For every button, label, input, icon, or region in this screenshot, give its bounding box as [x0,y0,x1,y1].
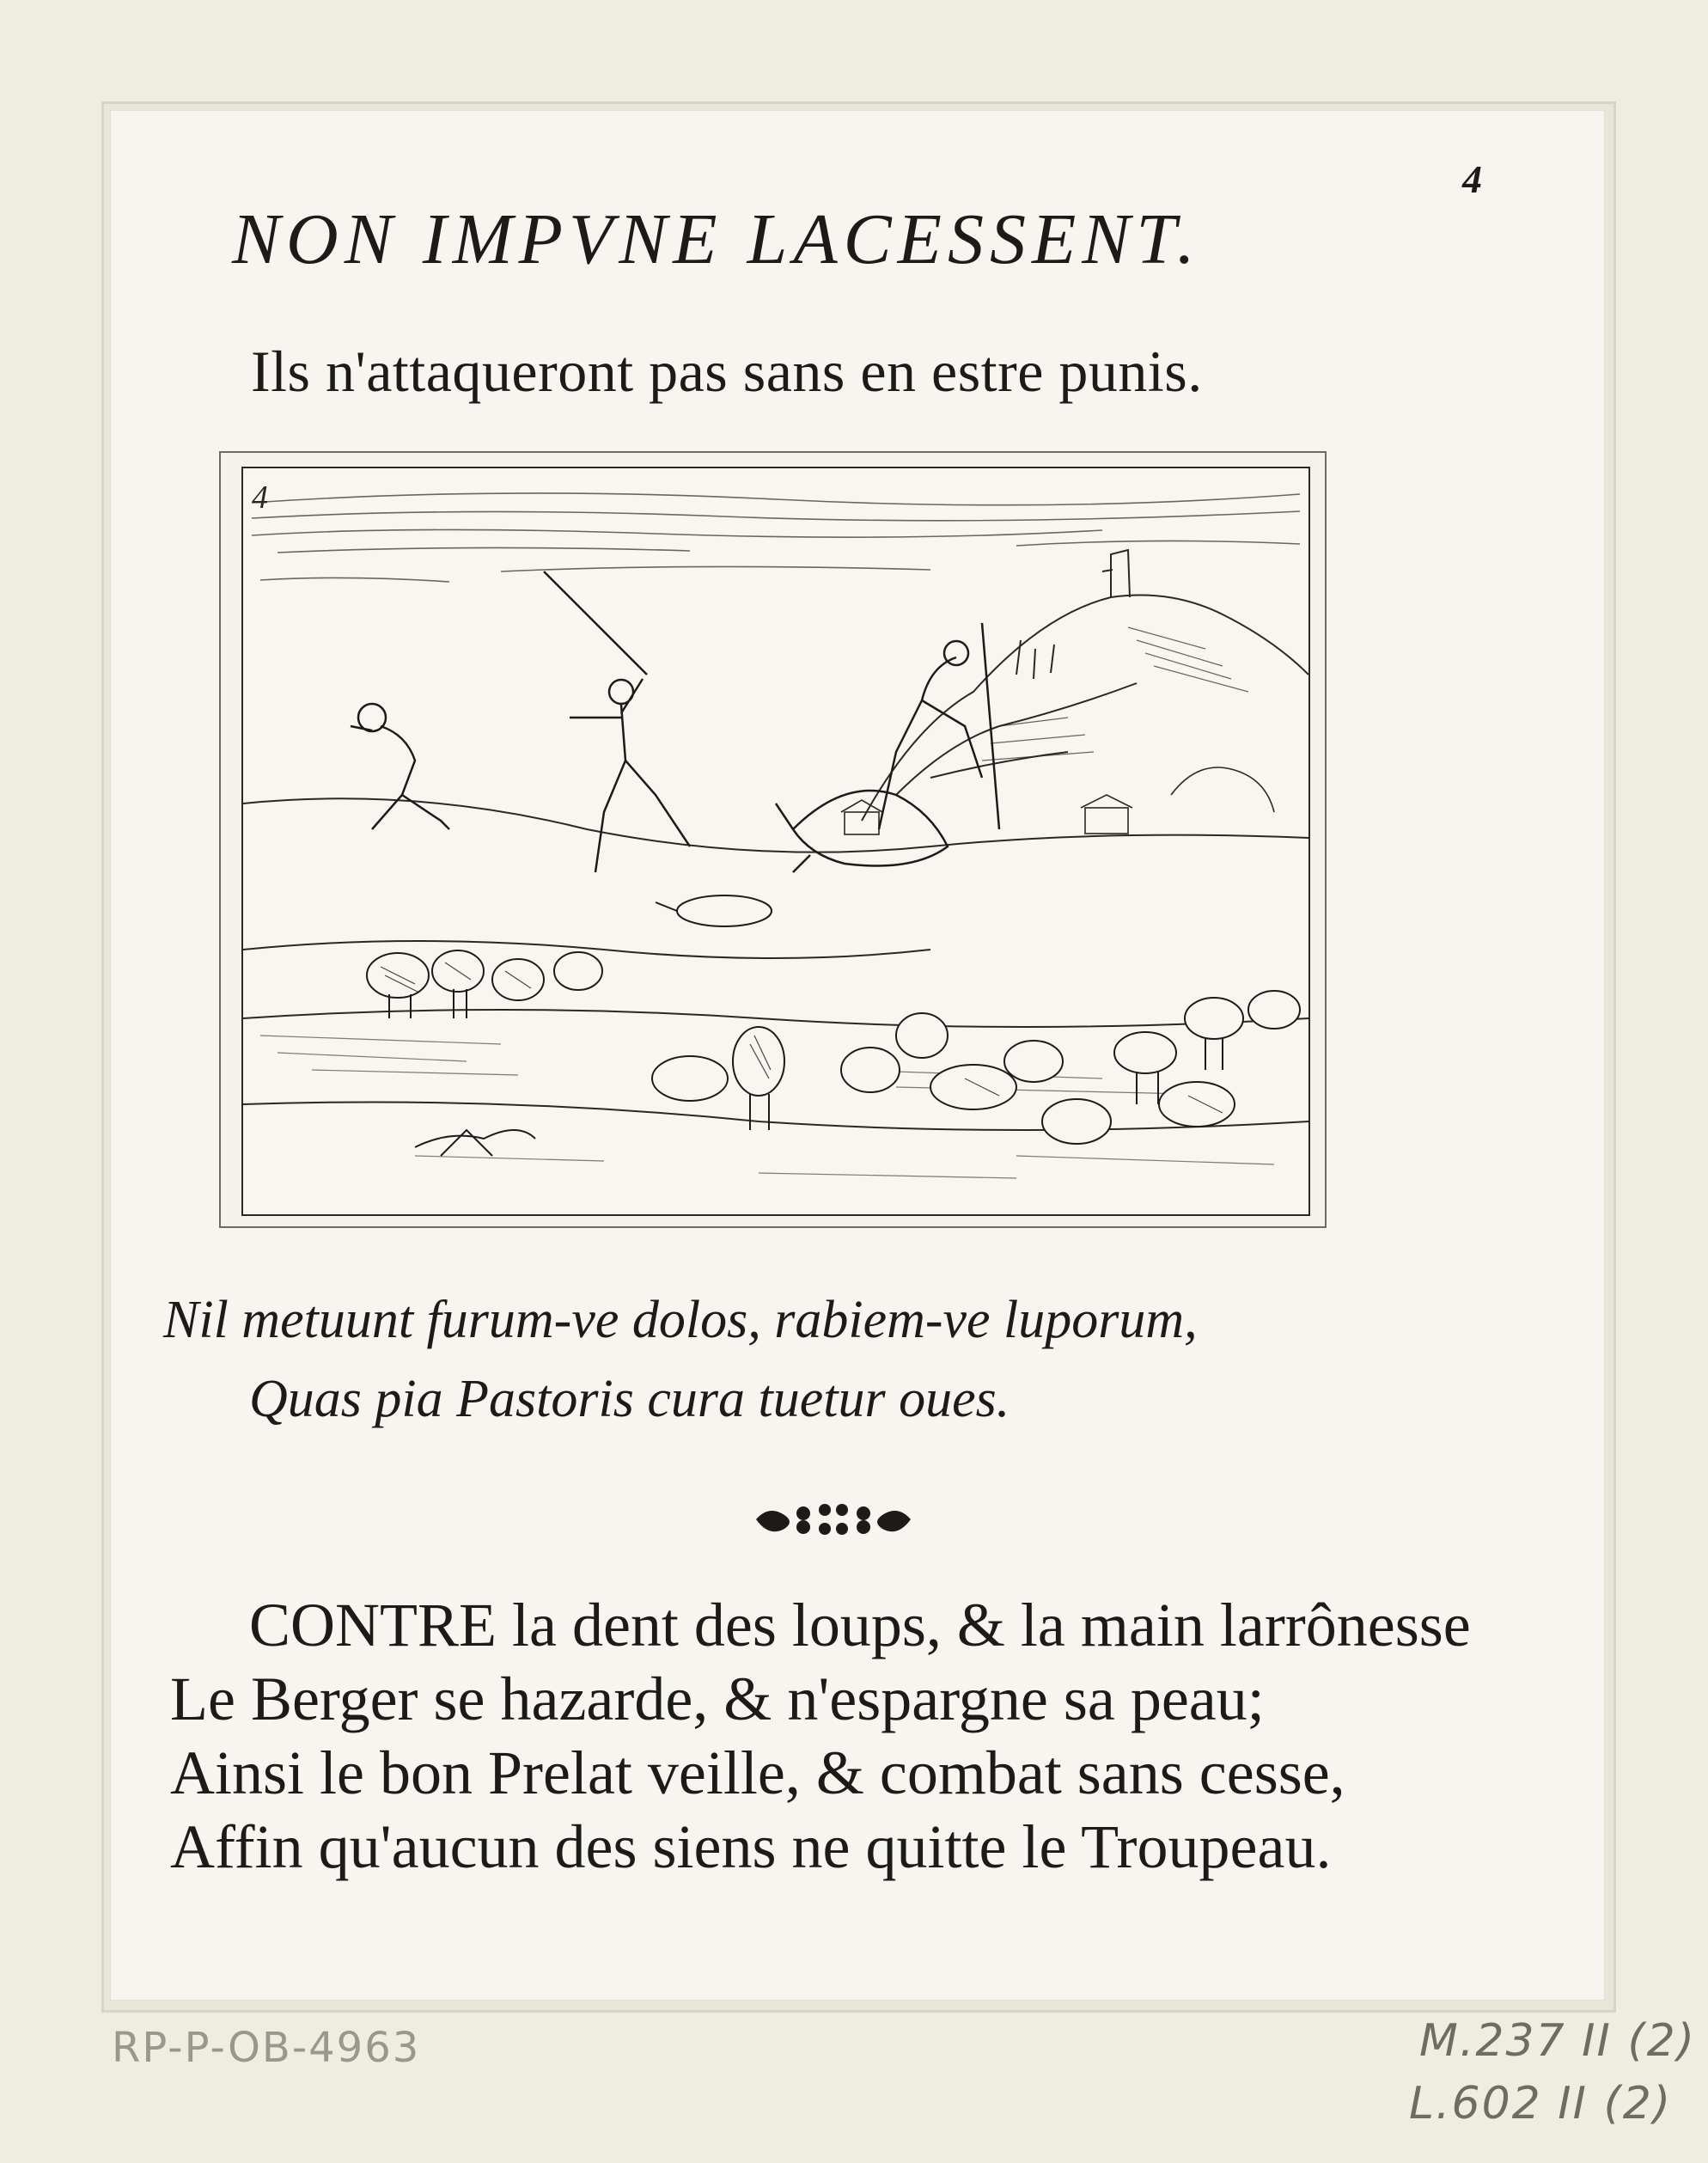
verse-line-2: Le Berger se hazarde, & n'espargne sa peau; [170,1665,1265,1733]
french-verse [170,1588,1528,1884]
fallen-sheep [656,895,772,926]
foreground-plant [415,1130,535,1156]
motto-translation: Ils n'attaqueront pas sans en estre punis. [251,339,1203,404]
engraving-scene [243,468,1308,1214]
page-number: 4 [1462,157,1482,201]
engraving-image [241,467,1310,1216]
motto-title: NON IMPVNE LACESSENT. [232,199,1201,279]
shepherd-fighting-wolf [776,623,999,872]
fleuron-ornament [752,1498,915,1541]
reference-2: L.602 II (2) [1409,2078,1673,2129]
latin-line-2: Quas pia Pastoris cura tuetur oues. [249,1370,1010,1428]
sheep-flock [367,950,1300,1144]
reference-1: M.237 II (2) [1419,2015,1697,2067]
fleeing-thief [351,704,449,829]
hill-with-ruins [862,550,1308,821]
plate-number: 4 [252,480,268,516]
hill-shading [982,627,1248,761]
engraving-plate [219,451,1327,1228]
catalog-number: RP-P-OB-4963 [112,2024,421,2072]
sky-hatching [252,493,1300,582]
shepherd-with-staff [544,571,690,872]
latin-line-1: Nil metuunt furum-ve dolos, rabiem-ve luporum, [163,1291,1198,1349]
verse-line-4: Affin qu'aucun des siens ne quitte le Troupeau. [170,1812,1332,1881]
verse-line-1: CONTRE la dent des loups, & la main larrônesse [249,1591,1471,1659]
latin-verse [163,1280,1452,1439]
verse-line-3: Ainsi le bon Prelat veille, & combat sans cesse, [170,1738,1345,1807]
